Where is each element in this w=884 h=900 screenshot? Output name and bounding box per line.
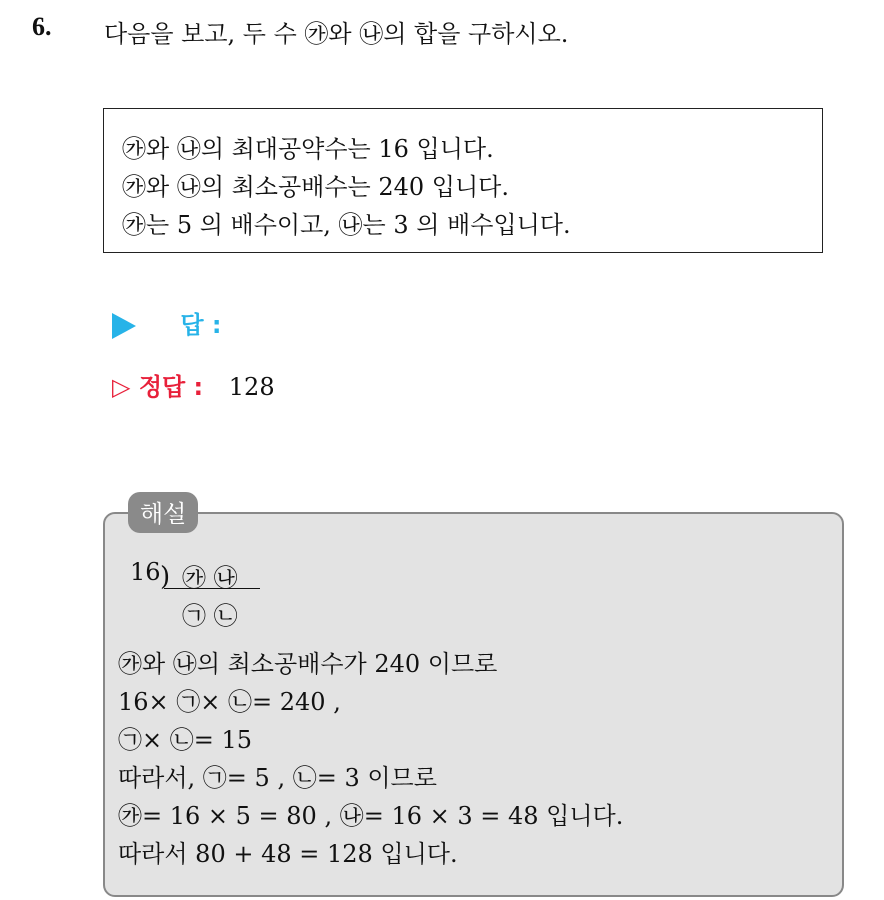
division-divisor: 16 bbox=[130, 558, 161, 586]
play-icon bbox=[112, 313, 136, 339]
division-bracket: ) bbox=[160, 562, 171, 592]
solution-line: 따라서, ㉠= 5 , ㉡= 3 이므로 bbox=[118, 764, 437, 792]
correct-answer-label: ▷ 정답 : bbox=[112, 373, 204, 401]
solution-line: ㉮와 ㉯의 최소공배수가 240 이므로 bbox=[118, 650, 498, 678]
condition-line: ㉮는 5 의 배수이고, ㉯는 3 의 배수입니다. bbox=[122, 211, 571, 239]
question-number: 6. bbox=[32, 12, 52, 41]
answer-label: 답 : bbox=[180, 311, 222, 339]
solution-tag: 해설 bbox=[128, 492, 198, 533]
division-bottom: ㉠ ㉡ bbox=[182, 602, 238, 630]
condition-line: ㉮와 ㉯의 최대공약수는 16 입니다. bbox=[122, 135, 494, 163]
conditions-box bbox=[103, 108, 823, 253]
correct-answer-row bbox=[112, 367, 275, 402]
correct-answer-value: 128 bbox=[228, 373, 275, 401]
question-text: 다음을 보고, 두 수 ㉮와 ㉯의 합을 구하시오. bbox=[104, 20, 569, 48]
solution-line: ㉮= 16 × 5 = 80 , ㉯= 16 × 3 = 48 입니다. bbox=[118, 802, 624, 830]
solution-line: 16× ㉠× ㉡= 240 , bbox=[118, 688, 341, 716]
solution-line: ㉠× ㉡= 15 bbox=[118, 726, 253, 754]
condition-line: ㉮와 ㉯의 최소공배수는 240 입니다. bbox=[122, 173, 509, 201]
solution-line: 따라서 80 + 48 = 128 입니다. bbox=[118, 840, 458, 868]
answer-row bbox=[112, 305, 222, 340]
division-bar bbox=[164, 588, 260, 589]
division-top: ㉮ ㉯ bbox=[182, 564, 238, 592]
